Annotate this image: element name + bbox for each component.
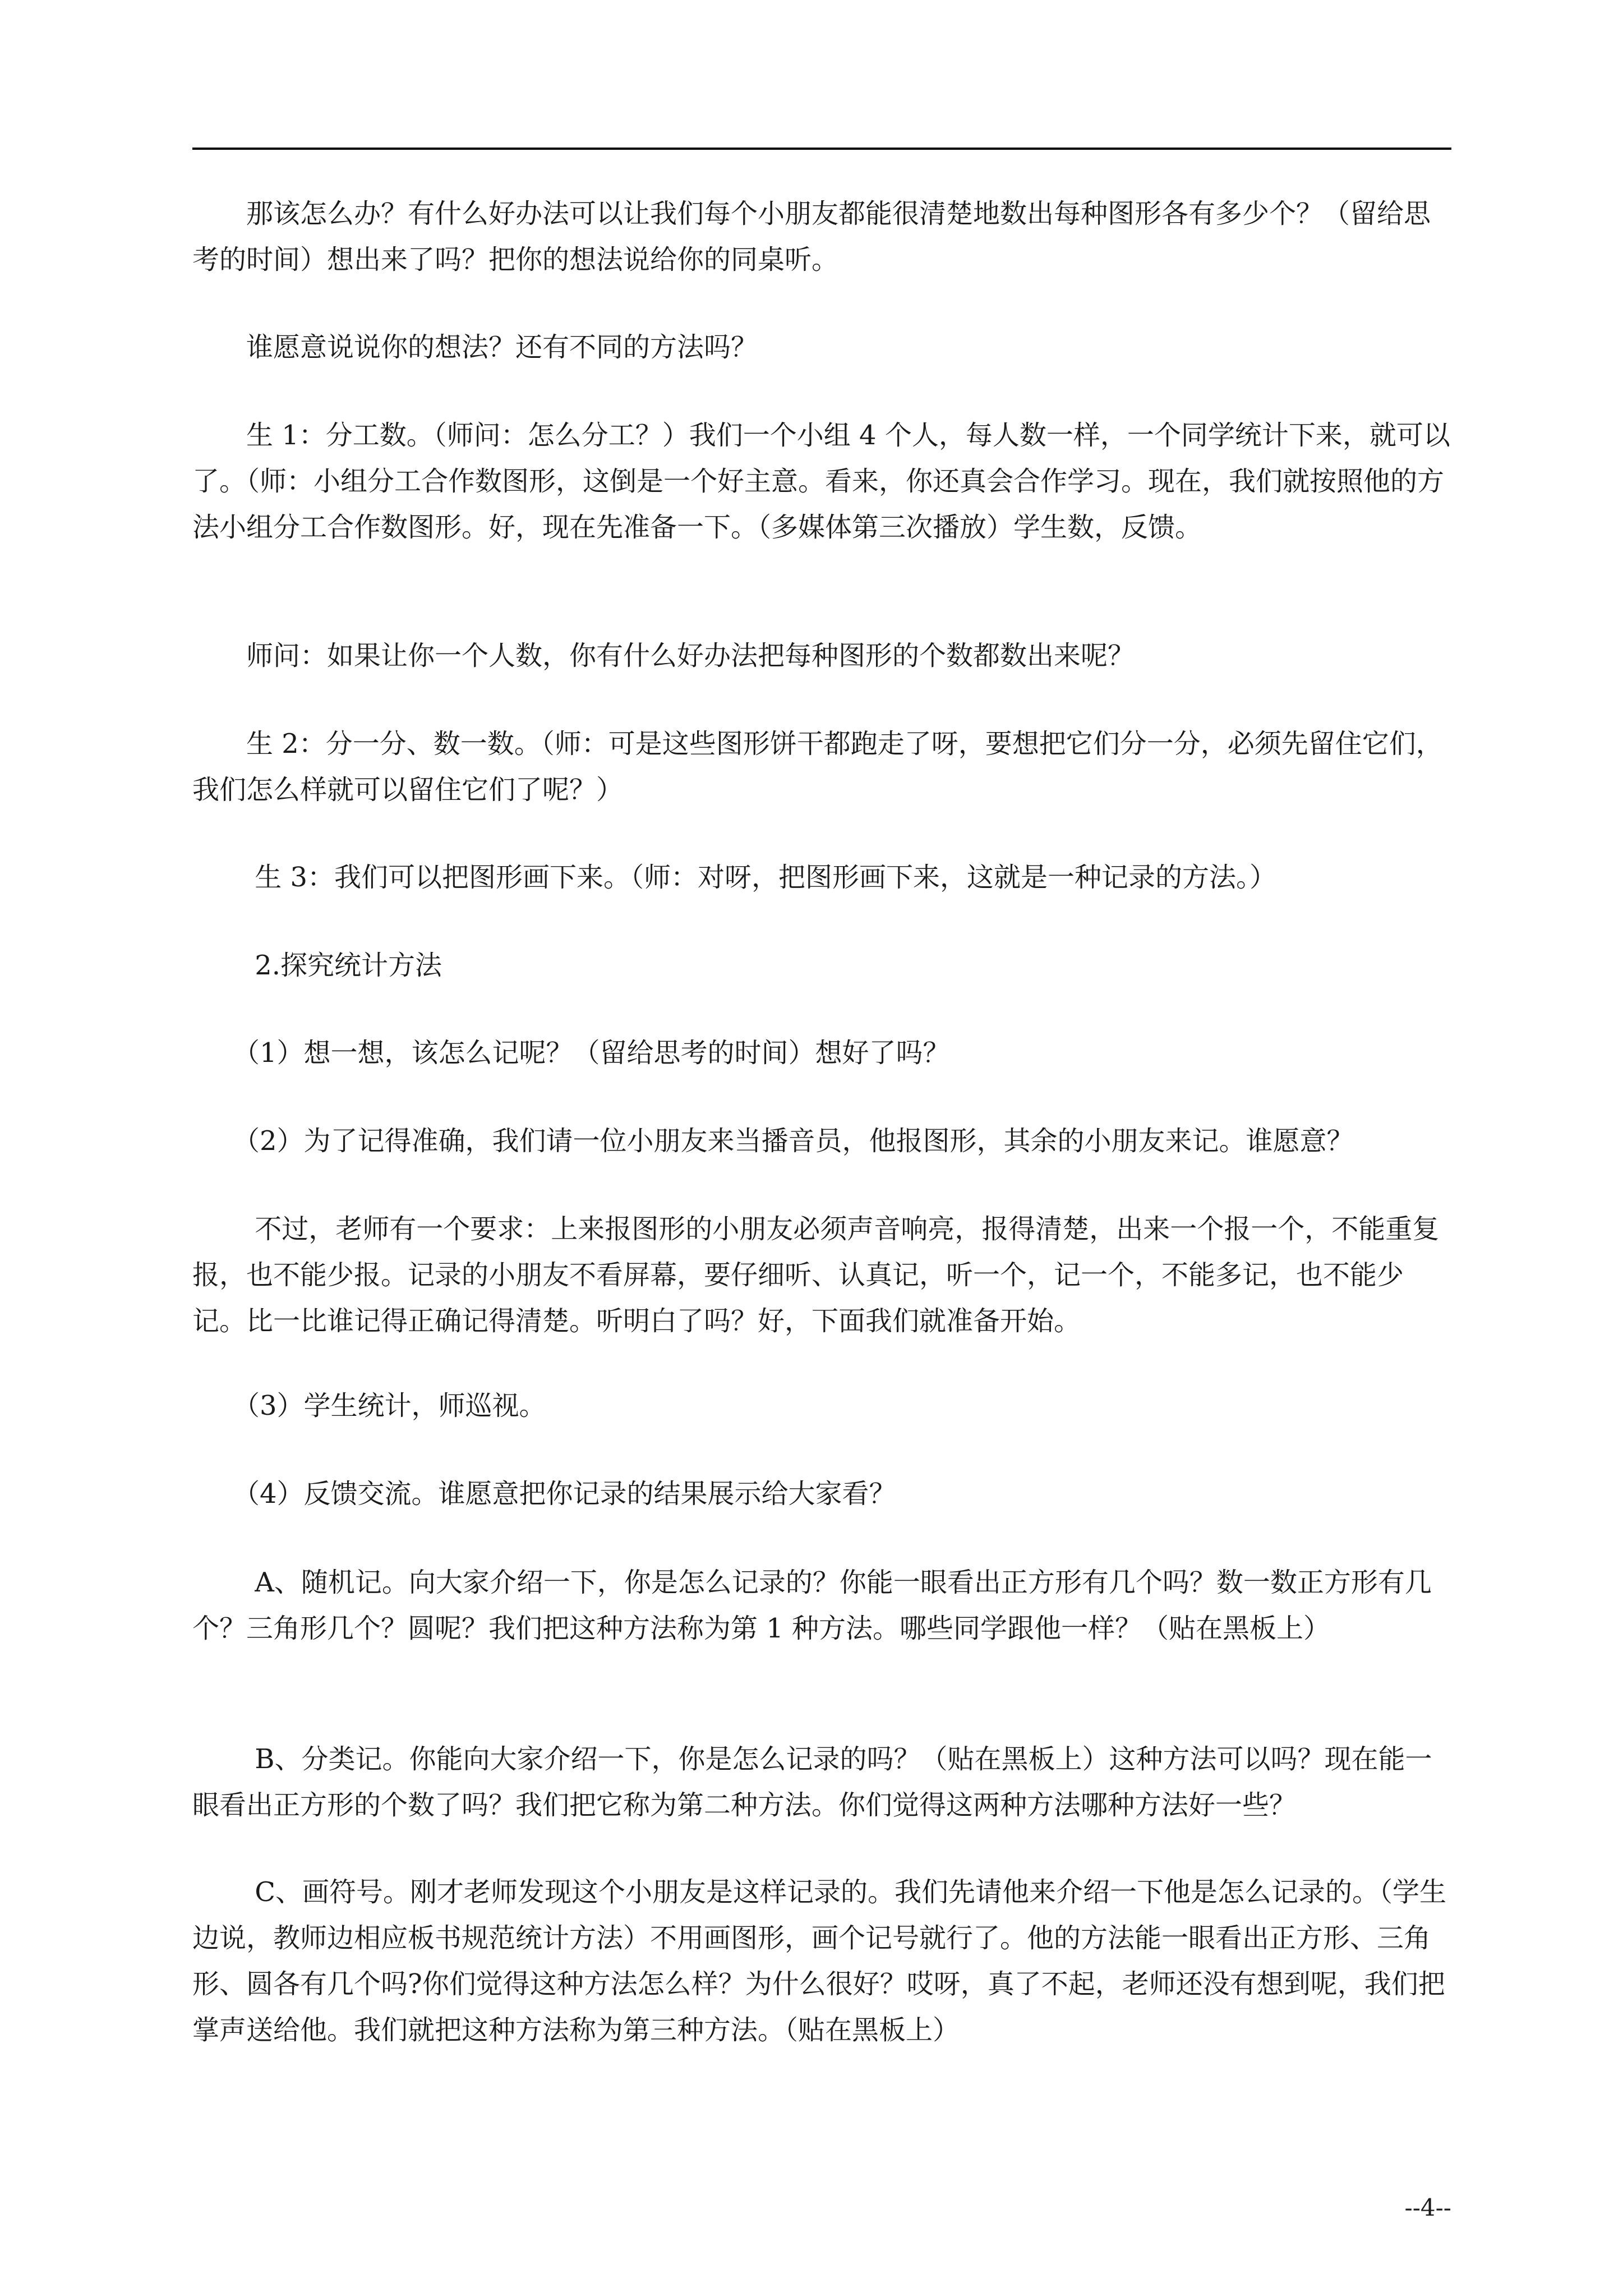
paragraph-6: 生 3：我们可以把图形画下来。（师：对呀，把图形画下来，这就是一种记录的方法。）: [192, 862, 1277, 893]
paragraph-4: 师问：如果让你一个人数，你有什么好办法把每种图形的个数都数出来呢？: [192, 640, 1135, 671]
page-number: --4--: [1404, 2194, 1451, 2221]
paragraph-2: 谁愿意说说你的想法？还有不同的方法吗？: [192, 332, 758, 363]
method-b: B、分类记。你能向大家介绍一下，你是怎么记录的吗？（贴在黑板上）这种方法可以吗？现在能一眼看出正方形的个数了吗？我们把它称为第二种方法。你们觉得这两种方法哪种方法好一些？: [192, 1743, 1432, 1821]
step-4: （4）反馈交流。谁愿意把你记录的结果展示给大家看？: [192, 1478, 896, 1510]
step-2: （2）为了记得准确，我们请一位小朋友来当播音员，他报图形，其余的小朋友来记。谁愿意？: [192, 1125, 1354, 1157]
header-rule: [192, 148, 1451, 150]
paragraph-3: 生 1：分工数。（师问：怎么分工？）我们一个小组 4 个人，每人数一样，一个同学统计下来，就可以了。（师：小组分工合作数图形，这倒是一个好主意。看来，你还真会合作学习。现在，我们就按照他的方法小组分工合作数图形。好，现在先准备一下。（多媒体第三次播放）学生数，反馈。: [192, 420, 1450, 543]
paragraph-1: 那该怎么办？有什么好办法可以让我们每个小朋友都能很清楚地数出每种图形各有多少个？（留给思考的时间）想出来了吗？把你的想法说给你的同桌听。: [192, 198, 1431, 275]
paragraph-5: 生 2：分一分、数一数。（师：可是这些图形饼干都跑走了呀，要想把它们分一分，必须先留住它们，我们怎么样就可以留住它们了呢？）: [192, 728, 1443, 806]
paragraph-requirement: 不过，老师有一个要求：上来报图形的小朋友必须声音响亮，报得清楚，出来一个报一个，不能重复报，也不能少报。记录的小朋友不看屏幕，要仔细听、认真记，听一个，记一个，不能多记，也不能少记。比一比谁记得正确记得清楚。听明白了吗？好，下面我们就准备开始。: [192, 1213, 1440, 1337]
section-heading-2: 2.探究统计方法: [192, 950, 442, 981]
method-c: C、画符号。刚才老师发现这个小朋友是这样记录的。我们先请他来介绍一下他是怎么记录的。（学生边说，教师边相应板书规范统计方法）不用画图形，画个记号就行了。他的方法能一眼看出正方形、三角形、圆各有几个吗?你们觉得这种方法怎么样？为什么很好？哎呀，真了不起，老师还没有想到呢，我们把掌声送给他。我们就把这种方法称为第三种方法。（贴在黑板上）: [192, 1876, 1446, 2046]
method-a: A、随机记。向大家介绍一下，你是怎么记录的？你能一眼看出正方形有几个吗？数一数正方形有几个？三角形几个？圆呢？我们把这种方法称为第 1 种方法。哪些同学跟他一样？（贴在黑板上）: [192, 1567, 1432, 1644]
step-3: （3）学生统计，师巡视。: [192, 1390, 546, 1421]
step-1: （1）想一想，该怎么记呢？（留给思考的时间）想好了吗？: [192, 1037, 950, 1069]
